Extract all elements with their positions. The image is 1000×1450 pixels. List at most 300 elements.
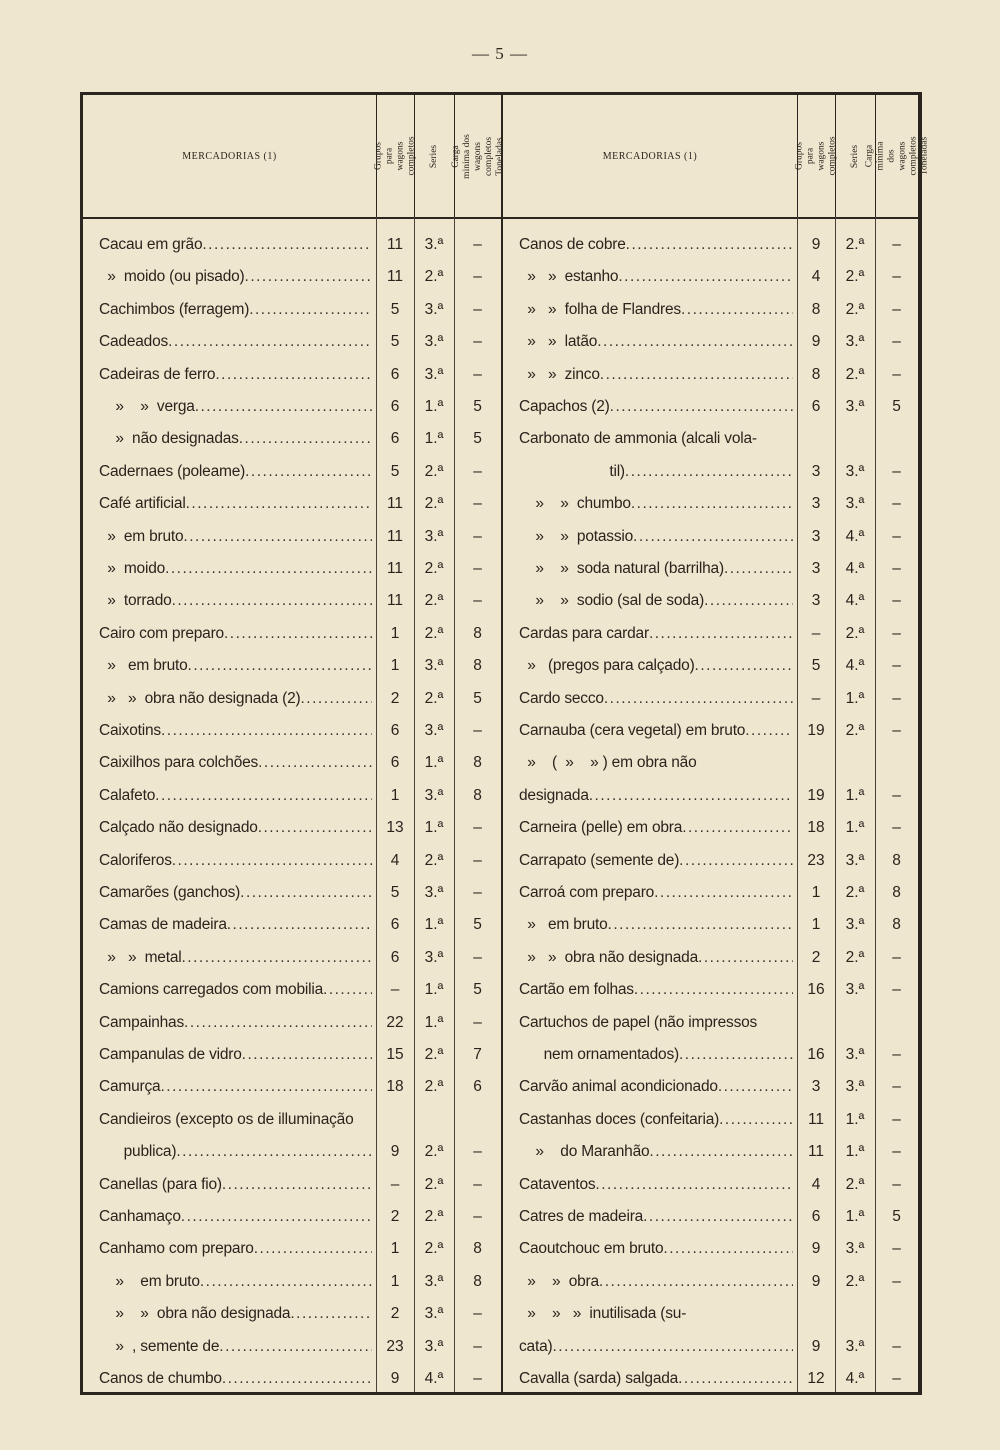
serie-value: 2.ª — [845, 268, 865, 286]
table-row — [83, 1039, 501, 1071]
serie-value: 1.ª — [424, 398, 444, 415]
leader-dots — [219, 1331, 372, 1363]
item-name — [83, 1039, 372, 1071]
leader-dots — [704, 585, 793, 617]
table-row — [503, 294, 918, 326]
grupo-value: 4 — [811, 268, 821, 286]
item-name-text: nem ornamentados) — [519, 1046, 679, 1063]
table-row — [503, 715, 918, 747]
serie-value: 3.ª — [424, 365, 444, 383]
carga-value: 5 — [892, 1208, 901, 1225]
serie-value: 3.ª — [845, 851, 865, 869]
carga-value: 8 — [892, 851, 901, 869]
table-row — [503, 1266, 918, 1298]
carga-value: – — [892, 300, 901, 318]
serie-value: 1.ª — [845, 786, 865, 804]
table-row — [503, 391, 918, 423]
grupo-value: 1 — [390, 1272, 400, 1290]
item-name-text: Carneira (pelle) em obra — [519, 819, 683, 837]
leader-dots — [589, 780, 793, 812]
table-row — [503, 585, 918, 617]
item-name-text: Calçado não designado — [99, 819, 258, 837]
serie-value: 2.ª — [424, 1078, 444, 1096]
table-row — [83, 326, 501, 358]
item-name-text: Caixilhos para colchões — [99, 754, 259, 772]
grupo-value: 1 — [390, 1240, 400, 1258]
grupo-value: 18 — [807, 819, 825, 837]
table-row — [83, 359, 501, 391]
item-name-text: Cataventos — [519, 1175, 596, 1193]
serie-value: 3.ª — [424, 1305, 444, 1323]
serie-value: 3.ª — [424, 300, 444, 318]
serie-value: 3.ª — [424, 722, 444, 739]
table-row — [503, 456, 918, 488]
carga-value: – — [473, 1305, 482, 1323]
item-name — [503, 1363, 793, 1395]
item-name — [83, 261, 372, 293]
leader-dots — [290, 1298, 372, 1330]
carga-value: – — [473, 1337, 482, 1355]
item-name-text: Capachos (2) — [519, 398, 610, 415]
carga-value: – — [892, 1110, 901, 1128]
carga-value: – — [473, 722, 482, 739]
grupo-value: 6 — [390, 948, 400, 966]
serie-value: 2.ª — [424, 1143, 444, 1161]
header-carga: Carga minima dos wagons completos Toneladas — [875, 95, 919, 217]
table-row — [503, 261, 918, 293]
table-row — [83, 683, 501, 715]
carga-value: – — [892, 624, 901, 642]
item-name — [503, 1266, 793, 1298]
item-name-text: Catres de madeira — [519, 1208, 644, 1225]
carga-value: 8 — [473, 624, 482, 642]
carga-value — [875, 1007, 918, 1039]
grupo-value: 19 — [807, 786, 825, 804]
item-name — [83, 1136, 372, 1168]
leader-dots — [643, 1201, 793, 1233]
item-name-text: Cartuchos de papel (não impressos — [519, 1013, 758, 1031]
carga-value: – — [473, 462, 482, 480]
serie-value: 2.ª — [845, 722, 865, 739]
item-name — [83, 747, 372, 779]
item-name-text: Carvão animal acondicionado — [519, 1078, 718, 1096]
carga-value: – — [473, 236, 482, 253]
serie-value: 2.ª — [424, 689, 444, 707]
grupo-value: 6 — [390, 722, 400, 739]
leader-dots — [724, 553, 793, 585]
carga-value: – — [892, 722, 901, 739]
serie-value: 3.ª — [845, 1240, 865, 1258]
item-name — [83, 1331, 372, 1363]
table-row — [83, 650, 501, 682]
item-name-text: Caloriferos — [99, 851, 172, 869]
serie-value — [835, 423, 875, 455]
item-name-text: Canhamaço — [99, 1208, 181, 1225]
table-row — [503, 1331, 918, 1363]
grupo-value: 6 — [811, 1208, 821, 1225]
leader-dots — [222, 1363, 372, 1395]
carga-value: 8 — [892, 916, 901, 934]
carga-value: – — [892, 268, 901, 286]
item-name-text: Cardo secco — [519, 689, 604, 707]
header-carga: Carga minima dos wagons completos Toneladas — [454, 95, 502, 217]
item-name-text: » em bruto — [519, 916, 608, 934]
item-name-text: » em bruto — [99, 1272, 200, 1290]
item-name — [83, 1169, 372, 1201]
serie-value: 4.ª — [845, 527, 865, 545]
carga-value: 6 — [473, 1078, 482, 1096]
carga-value: 8 — [473, 1272, 482, 1290]
table-row — [83, 618, 501, 650]
leader-dots — [254, 1233, 372, 1265]
item-name — [83, 780, 372, 812]
serie-value: 2.ª — [845, 236, 865, 253]
serie-value: 2.ª — [845, 884, 865, 901]
table-row — [503, 1363, 918, 1395]
item-name — [503, 618, 793, 650]
leader-dots — [679, 845, 793, 877]
item-name — [83, 1298, 372, 1330]
table-row — [503, 521, 918, 553]
leader-dots — [718, 1071, 793, 1103]
table-row — [83, 1331, 501, 1363]
left-column-block — [83, 95, 503, 1392]
item-name-text: » » zinco — [519, 365, 600, 383]
leader-dots — [181, 1201, 372, 1233]
item-name-text: Canellas (para fio) — [99, 1175, 222, 1193]
leader-dots — [625, 456, 793, 488]
item-name — [503, 1136, 793, 1168]
item-name-text: » » latão — [519, 333, 598, 351]
item-name-text: Campainhas — [99, 1013, 185, 1031]
carga-value: – — [473, 1208, 482, 1225]
serie-value: 3.ª — [424, 333, 444, 351]
leader-dots — [195, 391, 372, 423]
grupo-value: 9 — [811, 236, 821, 253]
carga-value: 8 — [473, 754, 482, 772]
table-row — [83, 1169, 501, 1201]
item-name-text: publica) — [99, 1143, 177, 1161]
right-table-header — [503, 95, 930, 219]
item-name — [503, 294, 793, 326]
leader-dots — [631, 488, 793, 520]
serie-value: 3.ª — [845, 495, 865, 513]
item-name — [503, 974, 793, 1006]
serie-value: 1.ª — [845, 689, 865, 707]
grupo-value: 6 — [390, 430, 400, 448]
table-row — [83, 1104, 501, 1136]
grupo-value: 8 — [811, 300, 821, 318]
item-name — [83, 650, 372, 682]
leader-dots — [182, 942, 373, 974]
item-name — [503, 585, 793, 617]
table-row — [503, 229, 918, 261]
item-name — [83, 1104, 372, 1136]
item-name — [503, 326, 793, 358]
carga-value: – — [892, 592, 901, 610]
item-name-text: » torrado — [99, 592, 172, 610]
item-name — [503, 1071, 793, 1103]
table-row — [83, 715, 501, 747]
grupo-value: 16 — [807, 981, 825, 999]
table-row — [503, 974, 918, 1006]
item-name-text: » moido (ou pisado) — [99, 268, 245, 286]
leader-dots — [633, 521, 793, 553]
table-row — [503, 877, 918, 909]
grupo-value: 11 — [386, 236, 404, 253]
leader-dots — [249, 294, 372, 326]
leader-dots — [172, 845, 372, 877]
grupo-value — [376, 1104, 414, 1136]
item-name — [83, 1266, 372, 1298]
item-name — [83, 553, 372, 585]
leader-dots — [183, 521, 372, 553]
carga-value: – — [892, 1078, 901, 1096]
item-name — [83, 877, 372, 909]
item-name-text: Cadeados — [99, 333, 169, 351]
leader-dots — [258, 812, 372, 844]
grupo-value: 5 — [390, 333, 400, 351]
left-table-header — [83, 95, 505, 219]
carga-value: 5 — [473, 981, 482, 999]
grupo-value: 9 — [811, 1337, 821, 1355]
grupo-value: 3 — [811, 462, 821, 480]
item-name — [503, 877, 793, 909]
grupo-value: 1 — [390, 624, 400, 642]
grupo-value: 23 — [807, 851, 825, 869]
table-row — [83, 1136, 501, 1168]
grupo-value: 15 — [386, 1046, 404, 1063]
item-name — [83, 1363, 372, 1395]
carga-value: – — [473, 300, 482, 318]
grupo-value: 6 — [811, 398, 821, 415]
item-name — [503, 715, 793, 747]
item-name — [503, 488, 793, 520]
leader-dots — [682, 812, 793, 844]
item-name — [503, 1007, 793, 1039]
carga-value: – — [473, 527, 482, 545]
leader-dots — [245, 261, 372, 293]
leader-dots — [222, 1169, 372, 1201]
leader-dots — [595, 1169, 793, 1201]
item-name — [503, 683, 793, 715]
item-name-text: Cadeiras de ferro — [99, 365, 216, 383]
serie-value: 4.ª — [845, 560, 865, 577]
carga-value: – — [892, 689, 901, 707]
item-name — [83, 909, 372, 941]
table-row — [83, 229, 501, 261]
serie-value — [835, 1007, 875, 1039]
carga-value — [454, 1104, 501, 1136]
carga-value: – — [473, 948, 482, 966]
item-name — [83, 488, 372, 520]
table-row — [83, 391, 501, 423]
leader-dots — [663, 1233, 793, 1265]
carga-value: – — [473, 1370, 482, 1387]
serie-value: 2.ª — [424, 462, 444, 480]
table-row — [503, 650, 918, 682]
grupo-value: 12 — [807, 1370, 825, 1387]
serie-value: 3.ª — [845, 333, 865, 351]
grupo-value: 2 — [390, 689, 400, 707]
serie-value: 2.ª — [424, 851, 444, 869]
grupo-value: 13 — [386, 819, 404, 837]
item-name-text: » » soda natural (barrilha) — [519, 560, 724, 577]
serie-value: 1.ª — [424, 819, 444, 837]
carga-value: – — [473, 851, 482, 869]
carga-value: – — [892, 1370, 901, 1387]
table-row — [83, 1233, 501, 1265]
leader-dots — [604, 683, 793, 715]
leader-dots — [599, 1266, 793, 1298]
leader-dots — [608, 909, 793, 941]
grupo-value: 3 — [811, 527, 821, 545]
table-row — [83, 1363, 501, 1395]
grupo-value: 9 — [811, 333, 821, 351]
carga-value: – — [473, 819, 482, 837]
serie-value: 2.ª — [424, 1240, 444, 1258]
item-name — [503, 1298, 793, 1330]
item-name-text: til) — [519, 462, 625, 480]
carga-value: – — [892, 495, 901, 513]
table-row — [503, 1298, 918, 1330]
item-name — [503, 1039, 793, 1071]
table-row — [83, 909, 501, 941]
item-name — [503, 845, 793, 877]
item-name-text: Cacau em grão — [99, 236, 203, 253]
serie-value: 1.ª — [845, 1208, 865, 1225]
carga-value: 5 — [473, 398, 482, 415]
item-name — [83, 1071, 372, 1103]
grupo-value: – — [390, 1175, 400, 1193]
item-name-text: » moido — [99, 560, 166, 577]
serie-value — [835, 747, 875, 779]
serie-value: 4.ª — [845, 1370, 865, 1387]
serie-value: 2.ª — [845, 1175, 865, 1193]
grupo-value: 22 — [386, 1013, 404, 1031]
item-name-text: Carbonato de ammonia (alcali vola- — [519, 430, 757, 448]
item-name-text: Candieiros (excepto os de illuminação — [99, 1110, 354, 1128]
table-row — [503, 747, 918, 779]
leader-dots — [618, 261, 793, 293]
leader-dots — [172, 585, 372, 617]
item-name — [503, 423, 793, 455]
serie-value: 2.ª — [424, 1175, 444, 1193]
table-row — [83, 845, 501, 877]
carga-value: 8 — [473, 1240, 482, 1258]
grupo-value: 11 — [386, 268, 404, 286]
carga-value: – — [473, 365, 482, 383]
carga-value: – — [473, 268, 482, 286]
table-row — [83, 1007, 501, 1039]
item-name — [503, 909, 793, 941]
grupo-value: 9 — [390, 1143, 400, 1161]
leader-dots — [626, 229, 793, 261]
serie-value: 2.ª — [845, 624, 865, 642]
leader-dots — [200, 1266, 372, 1298]
serie-value: 3.ª — [845, 1337, 865, 1355]
item-name — [83, 618, 372, 650]
leader-dots — [188, 650, 372, 682]
item-name-text: » » obra não designada (2) — [99, 689, 301, 707]
leader-dots — [678, 1363, 793, 1395]
table-row — [503, 618, 918, 650]
serie-value: 4.ª — [424, 1370, 444, 1387]
item-name — [503, 229, 793, 261]
grupo-value: 5 — [390, 462, 400, 480]
item-name — [503, 812, 793, 844]
grupo-value: – — [811, 624, 821, 642]
serie-value: 2.ª — [845, 365, 865, 383]
item-name-text: Cavalla (sarda) salgada — [519, 1370, 679, 1387]
table-row — [83, 294, 501, 326]
carga-value: 7 — [473, 1046, 482, 1063]
serie-value: 1.ª — [424, 754, 444, 772]
leader-dots — [161, 715, 372, 747]
grupo-value: 16 — [807, 1046, 825, 1063]
item-name-text: Calafeto — [99, 786, 156, 804]
carga-value: 8 — [473, 657, 482, 675]
table-row — [83, 261, 501, 293]
table-row — [503, 845, 918, 877]
serie-value: 1.ª — [424, 981, 444, 999]
serie-value: 2.ª — [424, 495, 444, 513]
table-row — [83, 585, 501, 617]
carga-value: – — [892, 981, 901, 999]
grupo-value: 5 — [390, 300, 400, 318]
header-series: Series — [414, 95, 455, 217]
grupo-value: 11 — [386, 592, 404, 610]
leader-dots — [600, 359, 793, 391]
serie-value: 3.ª — [845, 462, 865, 480]
serie-value: 2.ª — [424, 592, 444, 610]
item-name — [83, 326, 372, 358]
grupo-value: 6 — [390, 398, 400, 415]
item-name — [83, 1201, 372, 1233]
carga-value: 5 — [892, 398, 901, 415]
item-name-text: » » chumbo — [519, 495, 631, 513]
carga-value: – — [473, 884, 482, 901]
table-row — [503, 942, 918, 974]
leader-dots — [654, 877, 793, 909]
table-row — [83, 877, 501, 909]
grupo-value: 3 — [811, 560, 821, 577]
serie-value: 2.ª — [424, 1208, 444, 1225]
table-row — [503, 1136, 918, 1168]
table-row — [503, 423, 918, 455]
leader-dots — [695, 650, 793, 682]
item-name — [503, 1201, 793, 1233]
leader-dots — [224, 618, 372, 650]
leader-dots — [649, 1136, 793, 1168]
grupo-value: 3 — [811, 592, 821, 610]
item-name-text: » em bruto — [99, 657, 188, 675]
item-name-text: Canos de cobre — [519, 236, 626, 253]
item-name — [83, 456, 372, 488]
leader-dots — [202, 229, 372, 261]
item-name — [503, 261, 793, 293]
carga-value: – — [473, 333, 482, 351]
item-name — [503, 942, 793, 974]
carga-value: – — [892, 657, 901, 675]
carga-value: 5 — [473, 916, 482, 934]
header-grupos: Grupos para wagons completos — [797, 95, 836, 217]
grupo-value: 3 — [811, 1078, 821, 1096]
leader-dots — [186, 488, 372, 520]
grupo-value: 4 — [811, 1175, 821, 1193]
table-row — [503, 812, 918, 844]
leader-dots — [184, 1007, 372, 1039]
